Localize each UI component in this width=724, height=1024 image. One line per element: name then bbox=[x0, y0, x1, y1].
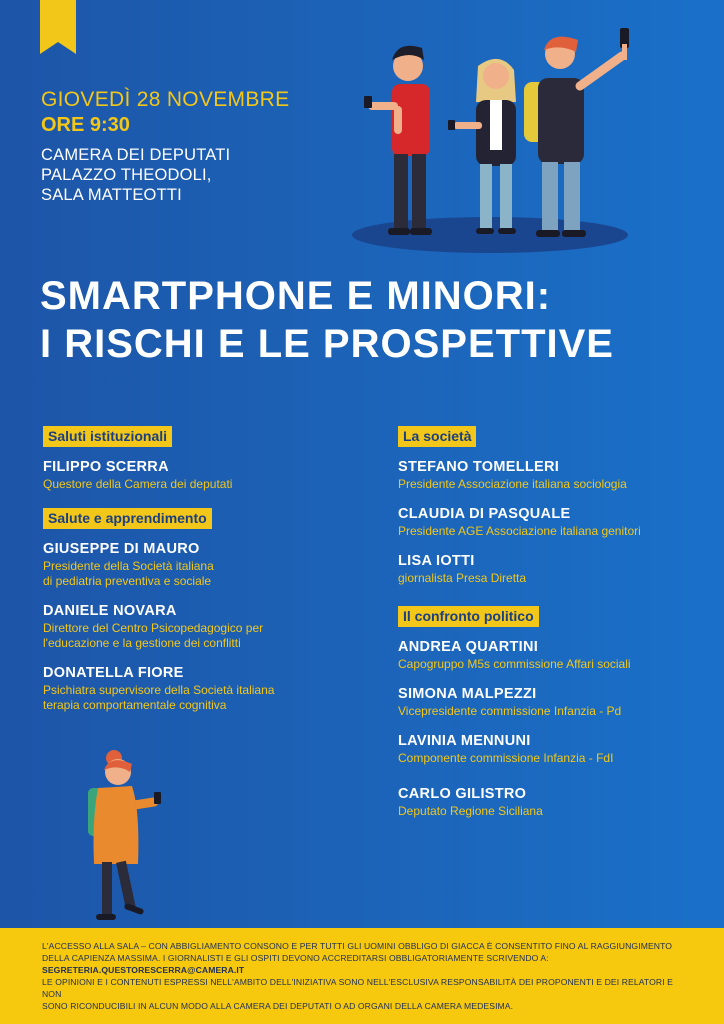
girl-with-smartphone-illustration bbox=[80, 740, 180, 930]
speaker-role: Vicepresidente commissione Infanzia - Pd bbox=[398, 704, 622, 718]
footer-disclaimer-line: SONO RICONDUCIBILI IN ALCUN MODO ALLA CAMERA DEI DEPUTATI O AD ORGANI DELLA CAMERA MEDESIMA. bbox=[42, 1001, 514, 1011]
speaker-name: GIUSEPPE DI MAURO bbox=[43, 541, 200, 557]
speaker-role: giornalista Presa Diretta bbox=[398, 571, 527, 585]
speaker bbox=[398, 506, 698, 539]
event-date: GIOVEDÌ 28 NOVEMBRE bbox=[41, 88, 290, 111]
speaker-name: DANIELE NOVARA bbox=[43, 603, 177, 619]
speaker bbox=[398, 639, 698, 672]
speaker-role: Presidente della Società italiana bbox=[43, 559, 214, 573]
venue-line: SALA MATTEOTTI bbox=[41, 186, 182, 204]
speaker bbox=[43, 603, 343, 651]
event-time: ORE 9:30 bbox=[41, 114, 130, 136]
section-label-saluti: Saluti istituzionali bbox=[43, 426, 172, 447]
speaker-name: CARLO GILISTRO bbox=[398, 786, 527, 802]
speaker-role: Presidente Associazione italiana sociologia bbox=[398, 477, 627, 491]
footer-notice bbox=[0, 928, 724, 1024]
speaker-role: Presidente AGE Associazione italiana genitori bbox=[398, 524, 641, 538]
teens-with-smartphones-illustration bbox=[350, 20, 650, 260]
speaker-role: Questore della Camera dei deputati bbox=[43, 477, 233, 491]
venue-line: CAMERA DEI DEPUTATI bbox=[41, 146, 231, 164]
speaker-role: l'educazione e la gestione dei conflitti bbox=[43, 636, 241, 650]
event-venue bbox=[41, 145, 230, 205]
speaker bbox=[398, 553, 698, 586]
main-title bbox=[40, 272, 614, 368]
speaker-role: di pediatria preventiva e sociale bbox=[43, 574, 212, 588]
section-label-societa: La società bbox=[398, 426, 476, 447]
bookmark-ribbon-icon bbox=[40, 0, 76, 54]
speaker-name: STEFANO TOMELLERI bbox=[398, 459, 560, 475]
venue-line: PALAZZO THEODOLI, bbox=[41, 166, 212, 184]
speaker-name: ANDREA QUARTINI bbox=[398, 639, 539, 655]
speaker-name: FILIPPO SCERRA bbox=[43, 459, 169, 475]
title-line: I RISCHI E LE PROSPETTIVE bbox=[40, 322, 614, 366]
speaker bbox=[398, 459, 698, 492]
speaker bbox=[398, 786, 698, 819]
speaker-role: terapia comportamentale cognitiva bbox=[43, 698, 227, 712]
footer-access-line: DELLA CAPIENZA MASSIMA. I GIORNALISTI E GLI OSPITI DEVONO ACCREDITARSI OBBLIGATORIAMENTE SCRIVENDO A: bbox=[42, 953, 549, 963]
speaker-name: SIMONA MALPEZZI bbox=[398, 686, 537, 702]
speaker bbox=[43, 541, 343, 589]
program-left-column bbox=[43, 426, 343, 727]
speaker bbox=[398, 733, 698, 766]
speaker-name: LISA IOTTI bbox=[398, 553, 475, 569]
speaker-role: Capogruppo M5s commissione Affari sociali bbox=[398, 657, 631, 671]
speaker-role: Componente commissione Infanzia - FdI bbox=[398, 751, 614, 765]
section-label-confronto: Il confronto politico bbox=[398, 606, 539, 627]
footer-access-line: L'ACCESSO ALLA SALA – CON ABBIGLIAMENTO CONSONO E PER TUTTI GLI UOMINI OBBLIGO DI GIACCA È CONSENTITO FINO AL RAGGIUNGIMENTO bbox=[42, 941, 673, 951]
speaker-name: LAVINIA MENNUNI bbox=[398, 733, 531, 749]
speaker-name: CLAUDIA DI PASQUALE bbox=[398, 506, 571, 522]
footer-disclaimer-line: LE OPINIONI E I CONTENUTI ESPRESSI NELL'AMBITO DELL'INIZIATIVA SONO NELL'ESCLUSIVA RESPONSABILITÀ DEI PROPONENTI E DEI RELATORI E NON bbox=[42, 977, 673, 999]
title-line: SMARTPHONE E MINORI: bbox=[40, 274, 552, 318]
speaker-name: DONATELLA FIORE bbox=[43, 665, 184, 681]
section-label-salute: Salute e apprendimento bbox=[43, 508, 212, 529]
speaker-role: Direttore del Centro Psicopedagogico per bbox=[43, 621, 264, 635]
program-right-column bbox=[398, 426, 698, 833]
speaker bbox=[43, 665, 343, 713]
speaker-role: Deputato Regione Siciliana bbox=[398, 804, 543, 818]
speaker bbox=[398, 686, 698, 719]
speaker-role: Psichiatra supervisore della Società italiana bbox=[43, 683, 275, 697]
speaker bbox=[43, 459, 343, 492]
footer-email-link[interactable]: SEGRETERIA.QUESTORESCERRA@CAMERA.IT bbox=[42, 965, 245, 975]
